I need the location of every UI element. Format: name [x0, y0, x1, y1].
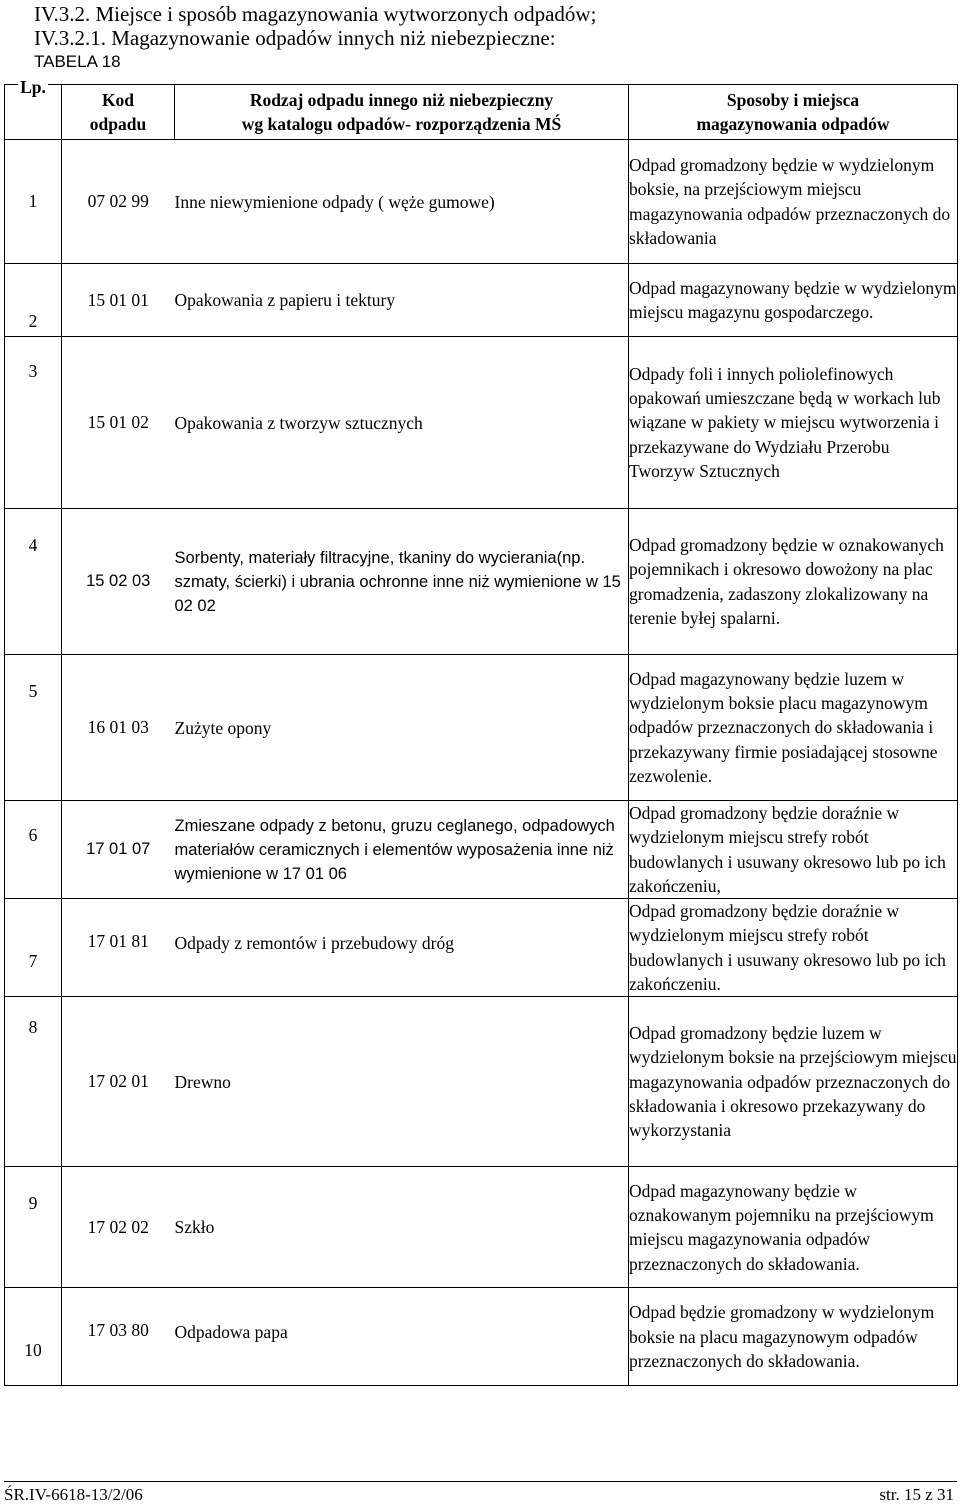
row-sposob: Odpad magazynowany będzie w wydzielonym miejscu magazynu gospodarczego. — [629, 264, 958, 337]
row-sposob: Odpad magazynowany będzie w oznakowanym pojemniku na przejściowym miejscu magazynowania odpadów przeznaczonych do składowania. — [629, 1167, 958, 1288]
header-rodzaj: Rodzaj odpadu innego niż niebezpieczny wg katalogu odpadów- rozporządzenia MŚ — [175, 85, 629, 140]
table-row — [5, 140, 958, 264]
row-rodzaj: Zmieszane odpady z betonu, gruzu ceglanego, odpadowych materiałów ceramicznych i elementów wyposażenia inne niż wymienione w 17 01 06 — [175, 801, 629, 899]
row-lp: 10 — [5, 1288, 62, 1386]
row-lp: 9 — [5, 1167, 62, 1288]
row-kod: 17 03 80 — [62, 1288, 175, 1386]
row-rodzaj: Sorbenty, materiały filtracyjne, tkaniny do wycierania(np. szmaty, ścierki) i ubrania ochronne inne niż wymienione w 15 02 02 — [175, 509, 629, 655]
row-lp: 6 — [5, 801, 62, 899]
row-kod: 17 02 02 — [62, 1167, 175, 1288]
table-row — [5, 801, 958, 899]
section-heading-iv-3-2: IV.3.2. Miejsce i sposób magazynowania wytworzonych odpadów; — [34, 2, 597, 26]
row-lp: 5 — [5, 655, 62, 801]
table-row — [5, 264, 958, 337]
table-row — [5, 509, 958, 655]
row-sposob: Odpad magazynowany będzie luzem w wydzielonym boksie placu magazynowym odpadów przeznaczonych do składowania i przekazywany firmie posiadającej stosowne zezwolenie. — [629, 655, 958, 801]
table-row — [5, 899, 958, 997]
waste-storage-table — [4, 77, 958, 1386]
table-row — [5, 1167, 958, 1288]
row-kod: 17 01 07 — [62, 801, 175, 899]
table-header-row — [5, 85, 958, 140]
section-heading-iv-3-2-1: IV.3.2.1. Magazynowanie odpadów innych niż niebezpieczne: — [34, 26, 556, 50]
row-lp: 2 — [5, 264, 62, 337]
header-lp: Lp. — [5, 85, 62, 140]
row-rodzaj: Zużyte opony — [175, 655, 629, 801]
row-sposob: Odpad gromadzony będzie w oznakowanych pojemnikach i okresowo dowożony na plac gromadzenia, zadaszony zlokalizowany na terenie byłej spalarni. — [629, 509, 958, 655]
row-kod: 15 02 03 — [62, 509, 175, 655]
row-rodzaj: Szkło — [175, 1167, 629, 1288]
row-rodzaj: Odpady z remontów i przebudowy dróg — [175, 899, 629, 997]
row-kod: 17 02 01 — [62, 997, 175, 1167]
table-row — [5, 337, 958, 509]
row-sposob: Odpad gromadzony będzie doraźnie w wydzielonym miejscu strefy robót budowlanych i usuwany okresowo lub po ich zakończeniu, — [629, 801, 958, 899]
row-rodzaj: Opakowania z papieru i tektury — [175, 264, 629, 337]
row-lp: 4 — [5, 509, 62, 655]
row-lp: 8 — [5, 997, 62, 1167]
row-rodzaj: Odpadowa papa — [175, 1288, 629, 1386]
footer-divider — [4, 1481, 957, 1482]
row-kod: 07 02 99 — [62, 140, 175, 264]
row-rodzaj: Drewno — [175, 997, 629, 1167]
header-kod: Kod odpadu — [62, 85, 175, 140]
row-sposob: Odpad gromadzony będzie w wydzielonym boksie, na przejściowym miejscu magazynowania odpadów przeznaczonych do składowania — [629, 140, 958, 264]
row-rodzaj: Opakowania z tworzyw sztucznych — [175, 337, 629, 509]
row-sposob: Odpad gromadzony będzie luzem w wydzielonym boksie na przejściowym miejscu magazynowania odpadów przeznaczonych do składowania i okresowo przekazywany do wykorzystania — [629, 997, 958, 1167]
row-lp: 1 — [5, 140, 62, 264]
row-lp: 7 — [5, 899, 62, 997]
header-sposoby: Sposoby i miejsca magazynowania odpadów — [629, 85, 958, 140]
document-reference: ŚR.IV-6618-13/2/06 — [4, 1485, 143, 1504]
row-sposob: Odpad gromadzony będzie doraźnie w wydzielonym miejscu strefy robót budowlanych i usuwany okresowo lub po ich zakończeniu. — [629, 899, 958, 997]
table-label: TABELA 18 — [34, 52, 121, 71]
row-kod: 15 01 02 — [62, 337, 175, 509]
table-row — [5, 997, 958, 1167]
row-lp: 3 — [5, 337, 62, 509]
table-row — [5, 655, 958, 801]
row-kod: 16 01 03 — [62, 655, 175, 801]
table-row — [5, 1288, 958, 1386]
row-sposob: Odpad będzie gromadzony w wydzielonym boksie na placu magazynowym odpadów przeznaczonych do składowania. — [629, 1288, 958, 1386]
row-sposob: Odpady foli i innych poliolefinowych opakowań umieszczane będą w workach lub wiązane w pakiety w miejscu wytworzenia i przekazywane do Wydziału Przerobu Tworzyw Sztucznych — [629, 337, 958, 509]
row-rodzaj: Inne niewymienione odpady ( węże gumowe) — [175, 140, 629, 264]
page-number: str. 15 z 31 — [879, 1485, 954, 1504]
row-kod: 15 01 01 — [62, 264, 175, 337]
row-kod: 17 01 81 — [62, 899, 175, 997]
